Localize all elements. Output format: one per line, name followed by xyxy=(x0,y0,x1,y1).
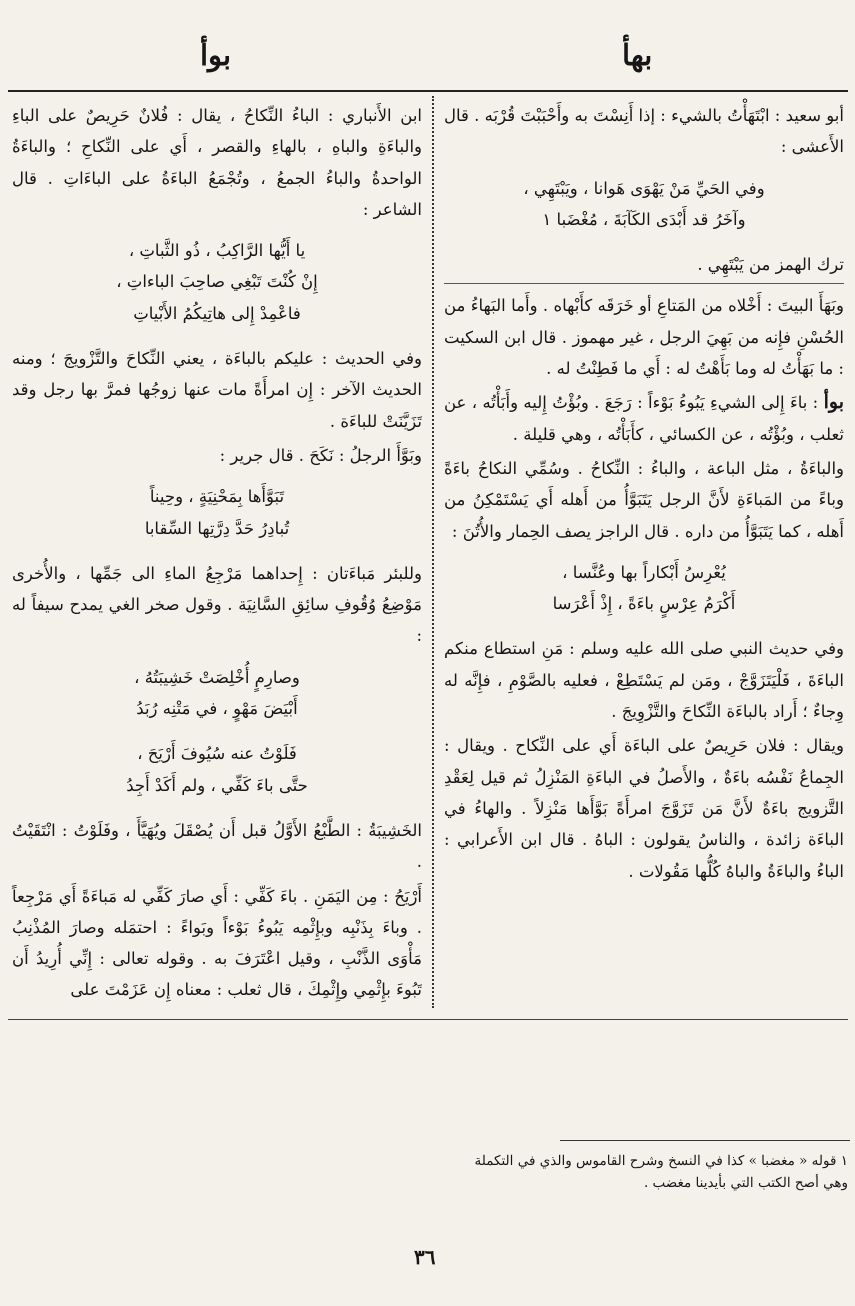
verse-line: إِنْ كُنْتَ تَبْغِي صاحِبَ الباءاتِ ، xyxy=(116,272,318,292)
entry-text: والباءَةُ ، مثل الباعة ، والباءُ : النِّكاحُ . وسُمِّي النكاحُ باءَةً وباءً من المَباءَةِ لأَنَّ الرجل يَتَبَوَّأُ من أَهله أَي يَسْتَمْكِنُ من أَهله ، كما يَتَبَوَّأُ من داره . قال الراجز يصف الحِمار والأُتُنَ : xyxy=(444,458,844,541)
header-right-title: بهأ xyxy=(622,38,653,72)
entry-text: ابن الأَنباري : الباءُ النِّكاحُ ، يقال : فُلانٌ حَرِيصٌ على الباءِ والباءَةِ والباهِ ، بالهاءِ والقصر ، أَي على النِّكاحِ ؛ والباءَةُ الواحدةُ والباءُ الجمعُ ، وتُجْمَعُ الباءَةُ على الباءَاتِ . قال الشاعر : xyxy=(12,106,422,219)
verse-line: وفي الحَيِّ مَنْ يَهْوَى هَوانا ، ويَبْتَهِي ، xyxy=(523,178,765,198)
verse xyxy=(12,662,422,725)
column-divider xyxy=(432,96,435,1008)
entry-text: أَرْيَحُ : مِن اليَمَنِ . باءَ كَفِّي : أَي صارَ كَفِّي له مَباءَةً أَي مَرْجِعاً . وباءَ بِذَنْبِه وبإِثْمِه يَبُوءُ بَوْءاً وبَواءً : احتمَله وصارَ المُذْنِبُ مَأْوَى الذَّنْبِ ، وقيل اعْتَرَفَ به . وقوله تعالى : إِنِّي أُرِيدُ أَن تَبُوءَ بإِثْمِي وإِثْمِكَ ، قال ثعلب : معناه إِن عَزَمْتَ على xyxy=(12,886,422,1000)
entry-paragraph xyxy=(444,730,844,886)
page-number: ٣٦ xyxy=(414,1245,436,1269)
entry-paragraph xyxy=(12,440,422,471)
header-left-title: بوأ xyxy=(200,38,232,72)
verse-line: أَكْرَمُ عِرْسٍ باءَةً ، إِذْ أَعْرَسا xyxy=(552,594,736,614)
entry-text: وبَوَّأَ الرجلُ : نَكَحَ . قال جرير : xyxy=(219,445,422,465)
entry-text: وفي حديث النبي صلى الله عليه وسلم : مَنِ استطاع منكم الباءَةَ ، فَلْيَتَزَوَّجْ ، ومَن لم يَسْتَطِعْ ، فعليه بالصَّوْمِ ، فإِنَّه له وِجاءٌ ؛ أَراد بالباءَة النِّكاحَ والتَّزْوِيجَ . xyxy=(444,639,844,722)
verse xyxy=(12,235,422,329)
verse-line: يُعْرِسُ أَبْكاراً بها وعُنَّسا ، xyxy=(562,562,726,582)
verse-line: وآخَرُ قد أَبْدَى الكَآبَةَ ، مُغْضَبا ١ xyxy=(542,209,746,229)
verse-line: يا أَيُّها الرَّاكِبُ ، ذُو الثَّباتِ ، xyxy=(128,241,306,261)
verse-line: تُبادِرُ حَدَّ دِرَّتِها السِّقابا xyxy=(144,518,290,538)
verse xyxy=(444,557,844,620)
entry-text: ويقال : فلان حَرِيصٌ على الباءَة أَي على النِّكاح . ويقال : الجِماعُ نَفْسُه باءَةٌ ، والأَصلُ في الباءَةِ المَنْزِلُ ثم قيل لِعَقْدِ التَّزويج باءَةٌ لأَنَّ مَن تَزَوَّجَ امرأَةً بَوَّأَها مَنْزِلاً . والهاءُ في الباءَة زائدة ، والناسُ يقولون : الباهُ . قال ابن الأَعرابي : الباءُ والباءَةُ والباهُ كُلُّها مَقُولات . xyxy=(444,736,844,881)
entry-paragraph xyxy=(444,387,844,450)
entry-text: وفي الحديث : عليكم بالباءَة ، يعني النِّكاحَ والتَّزْويجَ ؛ ومنه الحديث الآخر : إِن امرأَةً مات عنها زوجُها فمرَّ بها رجل وقد تَزَيَّنَتْ للباءَة . xyxy=(12,349,422,431)
entry-paragraph xyxy=(444,453,844,547)
entry-paragraph xyxy=(444,633,844,727)
entry-paragraph xyxy=(12,100,422,225)
entry-paragraph xyxy=(12,558,422,652)
entry-text: وللبئر مَباءَتان : إِحداهما مَرْجِعُ الماءِ الى جَمِّها ، والأُخرى مَوْضِعُ وُقُوفِ سائِقِ السَّانِيَة . وقول صخر الغي يمدح سيفاً له : xyxy=(12,563,422,646)
right-column xyxy=(444,100,844,890)
bottom-rule xyxy=(8,1019,848,1020)
verse-line: تَبَوَّأَها بِمَحْنِيَةٍ ، وحِيناً xyxy=(149,487,285,507)
entry-paragraph xyxy=(12,815,422,878)
verse xyxy=(12,481,422,544)
entry-text: : باءَ إِلى الشيءِ يَبُوءُ بَوْءاً : رَجَعَ . وبُؤْتُ إِليه وأَبَأْتُه ، عن ثعلب ، وبُؤْتُه ، عن الكسائي ، كأَبَأْتُه ، وهي قليلة . xyxy=(444,393,844,444)
entry-text: ترك الهمز من يَبْتَهِي . xyxy=(697,255,844,275)
footnote: ١ قوله « مغضبا » كذا في النسخ وشرح القاموس والذي في التكملة وهي أصح الكتب التي بأيدينا مغضب . xyxy=(474,1153,848,1191)
entry-paragraph xyxy=(12,881,422,1006)
entry-text: وبَهَأَ البيتَ : أَخْلاه من المَتاعِ أو خَرَقَه كأَبْهاه . وأَما البَهاءُ من الحُسْنِ فإِنه من بَهِيَ الرجل ، غير مهموز . قال ابن السكيت : ما بَهَأْتُ له وما بَأَهْتُ له : أَي ما فَطِنْتُ له . xyxy=(444,296,844,379)
footnote-rule xyxy=(560,1140,850,1141)
verse xyxy=(444,173,844,236)
entry-paragraph xyxy=(444,249,844,280)
verse-line: وصارِمٍ أُخْلِصَتْ خَشِيبَتُهُ ، xyxy=(134,667,300,687)
left-column xyxy=(12,100,422,1009)
header-rule xyxy=(8,90,848,92)
entry-text: الخَشِيبَةُ : الطَّبْعُ الأَوَّلُ قبل أَن يُصْقَلَ ويُهَيَّأَ ، وفَلَوْتُ : انْتَقَيْتُ . xyxy=(12,820,422,872)
entry-headword: بوأ xyxy=(823,391,844,414)
verse-line: حتَّى باءَ كَفِّي ، ولم أَكَدْ أَجِدُ xyxy=(126,775,308,795)
entry-paragraph xyxy=(444,290,844,384)
verse-line: فاعْمِدْ إِلى هاتِيكُمُ الأَبْياتِ xyxy=(133,303,301,323)
verse-line: فَلَوْتُ عنه سُيُوفَ أَرْيَحَ ، xyxy=(137,744,297,764)
entry-paragraph xyxy=(12,343,422,437)
verse-line: أَبْيَضَ مَهْوٍ ، في مَتْنِه رُبَدُ xyxy=(136,699,298,719)
entry-text: أبو سعيد : ابْتَهَأْتُ بالشيء : إذا أَنِسْتَ به وأَحْبَبْتَ قُرْبَه . قال الأَعشى : xyxy=(444,106,844,157)
section-rule xyxy=(444,283,844,284)
entry-paragraph xyxy=(444,100,844,163)
verse xyxy=(12,738,422,801)
